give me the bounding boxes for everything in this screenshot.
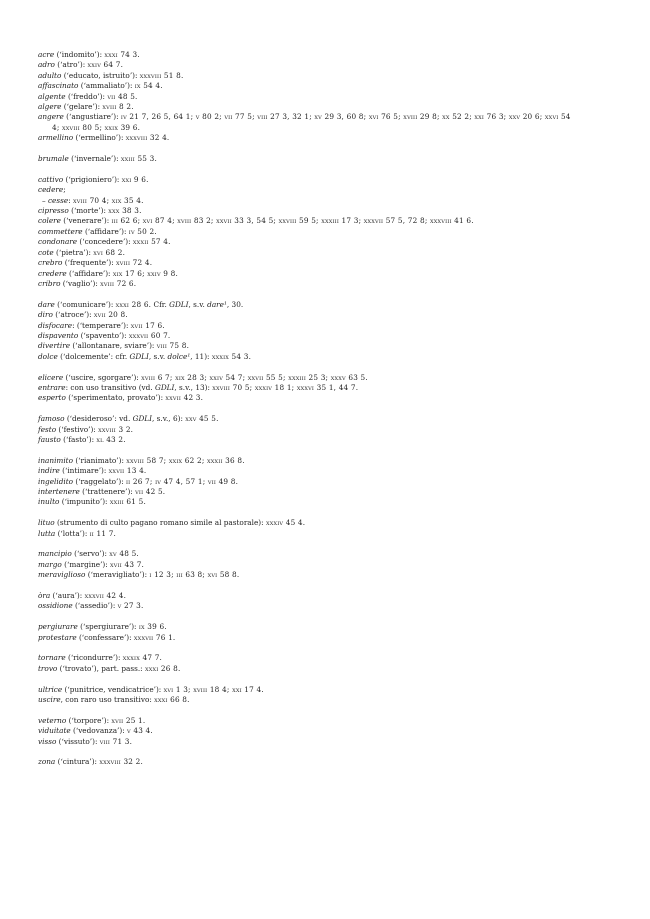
entry-gloss: (‘spergiurare’): bbox=[77, 622, 139, 632]
entry-term: trovo bbox=[38, 663, 58, 673]
entry-gloss: (‘invernale’): bbox=[68, 154, 121, 164]
entry-term: inanimito bbox=[38, 455, 73, 465]
entry-gloss: (‘vedovanza’): bbox=[70, 726, 128, 736]
entry-references: xxi 9 6. bbox=[121, 174, 149, 184]
glossary-subentry bbox=[38, 196, 618, 206]
entry-references: xxxix 54 3. bbox=[211, 351, 252, 361]
entry-gloss: (‘frequente’): bbox=[62, 258, 117, 268]
entry-gloss: : bbox=[68, 195, 73, 205]
entry-term: GDLI bbox=[129, 351, 149, 361]
glossary-entry bbox=[38, 425, 618, 435]
entry-term: GDLI bbox=[132, 414, 153, 424]
entry-gloss: (‘vissuto’): bbox=[56, 736, 100, 746]
glossary-entry bbox=[38, 227, 618, 237]
entry-gloss: (‘gelare’): bbox=[61, 102, 103, 112]
entry-term: indire bbox=[38, 466, 60, 476]
glossary-entry bbox=[38, 50, 618, 60]
entry-term: divertire bbox=[38, 341, 71, 351]
entry-term: veterno bbox=[38, 715, 67, 725]
entry-gloss: (‘torpore’): bbox=[66, 715, 112, 725]
entry-gloss: , s.v. bbox=[188, 299, 208, 309]
entry-term: credere bbox=[38, 268, 67, 278]
entry-gloss: (‘dolcemente’: cfr. bbox=[57, 351, 130, 361]
glossary-letter-group bbox=[38, 757, 618, 767]
entry-term: inulto bbox=[38, 497, 60, 507]
entry-term: fausto bbox=[38, 434, 61, 444]
glossary-entry bbox=[38, 518, 618, 528]
glossary-entry bbox=[38, 279, 618, 289]
entry-references: xxxvii 42 4. bbox=[84, 590, 127, 600]
glossary-entry bbox=[38, 695, 618, 705]
entry-references: xxviii 58 7; xxix 62 2; xxxii 36 8. bbox=[126, 455, 245, 465]
entry-term: acre bbox=[38, 50, 55, 59]
entry-gloss: (‘ricondurre’): bbox=[65, 653, 123, 663]
entry-references: ix 39 6. bbox=[138, 622, 167, 632]
glossary-letter-group bbox=[38, 154, 618, 164]
entry-references: xxiv 64 7. bbox=[87, 60, 124, 70]
entry-references: xxviii 3 2. bbox=[98, 424, 134, 434]
entry-gloss: (‘impunito’): bbox=[59, 497, 110, 507]
entry-term: armellino bbox=[38, 133, 74, 143]
entry-references: iii 62 6; xvi 87 4; xviii 83 2; xxvii 33 3, 54 5; xxviii 59 5; xxxiii 17 3; xxxvii 57 5, 72 8; xxxviii 41 6. bbox=[111, 216, 474, 226]
entry-gloss: (‘uscire, sgorgare’): bbox=[63, 372, 142, 382]
entry-references: xxxiv 45 4. bbox=[265, 518, 306, 528]
glossary-entry bbox=[38, 112, 618, 133]
glossary-entry bbox=[38, 393, 618, 403]
glossary-entry bbox=[38, 321, 618, 331]
entry-term: festo bbox=[38, 424, 57, 434]
glossary-entry bbox=[38, 102, 618, 112]
glossary-entry bbox=[38, 477, 618, 487]
glossary-entry bbox=[38, 529, 618, 539]
glossary-entry bbox=[38, 300, 618, 310]
entry-references: xxxvii 76 1. bbox=[133, 632, 176, 642]
glossary-page bbox=[38, 50, 618, 778]
entry-references: iv 50 2. bbox=[128, 226, 157, 236]
entry-gloss: (‘rianimato’): bbox=[73, 455, 127, 465]
glossary-letter-group bbox=[38, 685, 618, 706]
entry-term: affascinato bbox=[38, 81, 79, 91]
glossary-entry bbox=[38, 622, 618, 632]
entry-gloss: : con uso transitivo (vd. bbox=[65, 382, 155, 392]
entry-references: vii 48 5. bbox=[107, 91, 138, 101]
glossary-entry bbox=[38, 248, 618, 258]
entry-gloss: (‘intimare’): bbox=[59, 466, 109, 476]
entry-gloss: (‘allontanare, sviare’): bbox=[70, 341, 157, 351]
entry-gloss: , s.v., 6): bbox=[152, 414, 186, 424]
entry-references: xxxviii 51 8. bbox=[139, 70, 184, 80]
glossary-letter-group bbox=[38, 50, 618, 144]
entry-gloss: (‘desideroso’: vd. bbox=[64, 414, 133, 424]
entry-gloss: (‘affidare’): bbox=[82, 226, 129, 236]
entry-references: xxvii 42 3. bbox=[165, 393, 204, 403]
entry-references: xxxvii 60 7. bbox=[128, 330, 171, 340]
entry-term: dare¹ bbox=[207, 299, 227, 309]
entry-term: dare bbox=[38, 299, 55, 309]
glossary-entry bbox=[38, 154, 618, 164]
entry-term: algere bbox=[38, 102, 62, 112]
glossary-entry bbox=[38, 456, 618, 466]
glossary-entry bbox=[38, 591, 618, 601]
entry-references: xxx 38 3. bbox=[108, 206, 142, 216]
entry-gloss: (‘assedio’): bbox=[72, 601, 118, 611]
entry-gloss: : (‘temperare’): bbox=[72, 320, 131, 330]
entry-references: xviii 72 4. bbox=[116, 258, 153, 268]
entry-gloss: (‘prigioniero’): bbox=[63, 174, 122, 184]
entry-gloss: (‘servo’): bbox=[71, 549, 110, 559]
glossary-entry bbox=[38, 81, 618, 91]
entry-gloss: ; bbox=[63, 185, 66, 195]
entry-term: angere bbox=[38, 112, 64, 122]
entry-term: diro bbox=[38, 310, 53, 320]
entry-term: crebro bbox=[38, 258, 63, 268]
glossary-entry bbox=[38, 206, 618, 216]
entry-references: xxxviii 32 2. bbox=[99, 757, 144, 767]
glossary-entry bbox=[38, 633, 618, 643]
entry-references: ii 26 7; iv 47 4, 57 1; vii 49 8. bbox=[125, 476, 239, 486]
entry-references: xvii 25 1. bbox=[111, 715, 146, 725]
entry-term: cribro bbox=[38, 278, 61, 288]
entry-gloss: , 11): bbox=[190, 351, 212, 361]
glossary-entry bbox=[38, 331, 618, 341]
entry-term: disfocare bbox=[38, 320, 73, 330]
entry-references: v 27 3. bbox=[117, 601, 144, 611]
entry-references: ii 11 7. bbox=[89, 528, 117, 538]
entry-term: viduitate bbox=[38, 726, 71, 736]
glossary-entry bbox=[38, 373, 618, 383]
entry-references: xviii 8 2. bbox=[102, 102, 134, 112]
entry-references: xxvii 13 4. bbox=[108, 466, 147, 476]
entry-gloss: (‘pietra’): bbox=[53, 247, 94, 257]
glossary-entry bbox=[38, 757, 618, 767]
glossary-letter-group bbox=[38, 300, 618, 362]
entry-gloss: (strumento di culto pagano romano simile al pastorale): bbox=[54, 518, 266, 528]
glossary-letter-group bbox=[38, 414, 618, 445]
entry-term: ultrice bbox=[38, 684, 63, 694]
glossary-entry bbox=[38, 664, 618, 674]
glossary-entry bbox=[38, 71, 618, 81]
entry-term: meraviglioso bbox=[38, 570, 86, 580]
entry-references: xvi 1 3; xviii 18 4; xxi 17 4. bbox=[163, 684, 264, 694]
entry-references: xxv 45 5. bbox=[185, 414, 219, 424]
glossary-letter-group bbox=[38, 456, 618, 508]
glossary-entry bbox=[38, 737, 618, 747]
entry-continuation bbox=[38, 123, 618, 133]
glossary-letter-group bbox=[38, 653, 618, 674]
glossary-letter-group bbox=[38, 716, 618, 747]
entry-references: 4; xxviii 80 5; xxix 39 6. bbox=[52, 122, 141, 132]
entry-term: cesse bbox=[47, 195, 69, 205]
entry-term: elicere bbox=[38, 372, 64, 382]
entry-term: lutta bbox=[38, 528, 56, 538]
entry-term: dispavento bbox=[38, 330, 79, 340]
glossary-entry bbox=[38, 269, 618, 279]
entry-references: ix 54 4. bbox=[134, 81, 163, 91]
entry-gloss: (‘punitrice, vendicatrice’): bbox=[62, 684, 164, 694]
entry-gloss: (‘confessare’): bbox=[76, 632, 134, 642]
glossary-letter-group bbox=[38, 373, 618, 404]
glossary-entry bbox=[38, 310, 618, 320]
glossary-letter-group bbox=[38, 591, 618, 612]
glossary-entry bbox=[38, 560, 618, 570]
entry-term: cedere bbox=[38, 185, 64, 195]
glossary-entry bbox=[38, 383, 618, 393]
entry-references: vii 42 5. bbox=[135, 486, 166, 496]
entry-references: xxviii 70 5; xxxiv 18 1; xxxvi 35 1, 44 7. bbox=[212, 382, 359, 392]
entry-gloss: (‘comunicare’): bbox=[54, 299, 116, 309]
entry-references: xix 17 6; xxiv 9 8. bbox=[112, 268, 179, 278]
glossary-letter-group bbox=[38, 549, 618, 580]
entry-term: lituo bbox=[38, 518, 55, 528]
glossary-entry bbox=[38, 352, 618, 362]
glossary-entry bbox=[38, 435, 618, 445]
entry-gloss: (‘trattenere’): bbox=[79, 486, 136, 496]
entry-term: GDLI bbox=[154, 382, 175, 392]
entry-term: tornare bbox=[38, 653, 66, 663]
entry-references: xviii 6 7; xix 28 3; xxiv 54 7; xxvii 55 5; xxxiii 25 3; xxxv 63 5. bbox=[141, 372, 368, 382]
entry-gloss: (‘spavento’): bbox=[78, 330, 129, 340]
entry-references: xvii 43 7. bbox=[110, 559, 145, 569]
entry-gloss: (‘margine’): bbox=[61, 559, 111, 569]
entry-term: mancipio bbox=[38, 549, 72, 559]
entry-references: xxxi 74 3. bbox=[104, 50, 140, 59]
glossary-entry bbox=[38, 414, 618, 424]
entry-references: v 43 4. bbox=[127, 726, 153, 736]
entry-term: intertenere bbox=[38, 486, 80, 496]
entry-gloss: (‘angustiare’): bbox=[63, 112, 121, 122]
entry-term: òra bbox=[38, 590, 51, 600]
entry-gloss: (‘festivo’): bbox=[56, 424, 99, 434]
entry-gloss: – bbox=[42, 195, 48, 205]
entry-references: i 12 3; iii 63 8; xvi 58 8. bbox=[149, 570, 240, 580]
entry-term: adulto bbox=[38, 70, 62, 80]
entry-gloss: Cfr. bbox=[151, 299, 170, 309]
entry-references: xxxix 47 7. bbox=[122, 653, 163, 663]
glossary-entry bbox=[38, 92, 618, 102]
entry-gloss: (‘atroce’): bbox=[52, 310, 94, 320]
entry-term: pergiurare bbox=[38, 622, 78, 632]
entry-gloss: (‘atro’): bbox=[54, 60, 88, 70]
glossary-entry bbox=[38, 466, 618, 476]
entry-term: visso bbox=[38, 736, 57, 746]
entry-term: entrare bbox=[38, 382, 66, 392]
entry-term: famoso bbox=[38, 414, 65, 424]
entry-gloss: (‘lotta’): bbox=[55, 528, 90, 538]
glossary-letter-group bbox=[38, 622, 618, 643]
entry-references: xviii 72 6. bbox=[100, 278, 137, 288]
entry-gloss: (‘freddo’): bbox=[65, 91, 108, 101]
entry-references: xvii 17 6. bbox=[130, 320, 165, 330]
entry-term: dolce bbox=[38, 351, 58, 361]
entry-term: zona bbox=[38, 757, 56, 767]
glossary-letter-group bbox=[38, 518, 618, 539]
entry-term: cattivo bbox=[38, 174, 64, 184]
entry-gloss: , s.v. bbox=[148, 351, 168, 361]
entry-gloss: (‘aura’): bbox=[50, 590, 85, 600]
entry-gloss: (‘morte’): bbox=[68, 206, 109, 216]
entry-term: brumale bbox=[38, 154, 69, 164]
glossary-entry bbox=[38, 237, 618, 247]
glossary-entry bbox=[38, 653, 618, 663]
entry-gloss: (‘trovato’), part. pass.: bbox=[57, 663, 145, 673]
entry-gloss: (‘venerare’): bbox=[60, 216, 112, 226]
glossary-entry bbox=[38, 258, 618, 268]
glossary-entry bbox=[38, 133, 618, 143]
entry-references: xxxi 66 8. bbox=[154, 695, 190, 704]
entry-term: ingelidito bbox=[38, 476, 74, 486]
entry-term: cipresso bbox=[38, 206, 69, 216]
entry-gloss: (‘ammaliato’): bbox=[78, 81, 135, 91]
glossary-entry bbox=[38, 497, 618, 507]
entry-gloss: (‘cintura’): bbox=[55, 757, 100, 767]
entry-term: esperto bbox=[38, 393, 66, 403]
entry-gloss: , 30. bbox=[226, 299, 244, 309]
entry-gloss: (‘ermellino’): bbox=[73, 133, 126, 143]
entry-term: ossidione bbox=[38, 601, 73, 611]
entry-references: xxxviii 32 4. bbox=[125, 133, 170, 143]
glossary-entry bbox=[38, 549, 618, 559]
entry-references: xxxi 26 8. bbox=[144, 663, 181, 673]
glossary-entry bbox=[38, 60, 618, 70]
glossary-entry bbox=[38, 601, 618, 611]
entry-term: margo bbox=[38, 559, 62, 569]
entry-term: adro bbox=[38, 60, 55, 70]
entry-references: xl 43 2. bbox=[96, 434, 126, 444]
entry-references: xxxii 57 4. bbox=[132, 237, 171, 247]
glossary-letter-group bbox=[38, 175, 618, 289]
entry-gloss: (‘concedere’): bbox=[77, 237, 133, 247]
entry-references: xxxi 28 6. bbox=[115, 299, 152, 309]
entry-term: cote bbox=[38, 247, 54, 257]
glossary-entry bbox=[38, 185, 618, 195]
entry-term: condonare bbox=[38, 237, 78, 247]
entry-gloss: , con raro uso transitivo: bbox=[60, 695, 155, 704]
entry-term: uscire bbox=[38, 695, 61, 704]
glossary-entry bbox=[38, 216, 618, 226]
glossary-entry bbox=[38, 685, 618, 695]
entry-gloss: (‘educato, istruito’): bbox=[61, 70, 140, 80]
glossary-entry bbox=[38, 726, 618, 736]
entry-references: xv 48 5. bbox=[109, 549, 139, 559]
entry-gloss: (‘meravigliato’): bbox=[85, 570, 150, 580]
entry-references: xxiii 55 3. bbox=[120, 154, 158, 164]
entry-gloss: , s.v., 13): bbox=[174, 382, 213, 392]
glossary-entry bbox=[38, 175, 618, 185]
entry-references: viii 75 8. bbox=[156, 341, 190, 351]
entry-references: xviii 70 4; xix 35 4. bbox=[72, 195, 144, 205]
entry-gloss: (‘affidare’): bbox=[66, 268, 113, 278]
entry-term: colere bbox=[38, 216, 61, 226]
glossary-entry bbox=[38, 487, 618, 497]
entry-references: xxiii 61 5. bbox=[109, 497, 146, 507]
entry-term: protestare bbox=[38, 632, 77, 642]
entry-gloss: (‘raggelato’): bbox=[73, 476, 126, 486]
glossary-entry bbox=[38, 716, 618, 726]
entry-gloss: (‘fasto’): bbox=[60, 434, 97, 444]
entry-term: algente bbox=[38, 91, 66, 101]
glossary-entry bbox=[38, 570, 618, 580]
entry-references: xvii 20 8. bbox=[93, 310, 128, 320]
entry-references: viii 71 3. bbox=[99, 736, 133, 746]
entry-references: xvi 68 2. bbox=[93, 247, 126, 257]
entry-term: commettere bbox=[38, 226, 83, 236]
glossary-entry bbox=[38, 341, 618, 351]
entry-term: dolce¹ bbox=[167, 351, 191, 361]
entry-gloss: (‘sperimentato, provato’): bbox=[65, 393, 166, 403]
entry-gloss: (‘vaglio’): bbox=[60, 278, 101, 288]
entry-term: GDLI bbox=[169, 299, 189, 309]
entry-references: iv 21 7, 26 5, 64 1; v 80 2; vii 77 5; viii 27 3, 32 1; xv 29 3, 60 8; xvi 76 5; xviii 29 8; xx 52 2; xxi 76 3; xxv 20 6; xxvi 54 bbox=[120, 112, 571, 122]
entry-gloss: (‘indomito’): bbox=[54, 50, 105, 59]
